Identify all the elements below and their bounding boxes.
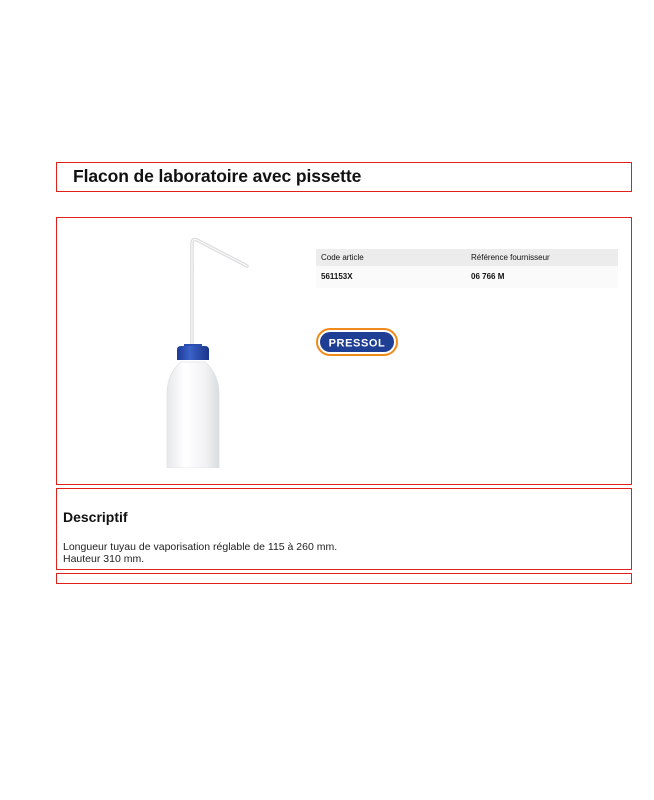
product-image xyxy=(159,234,269,468)
title-frame xyxy=(56,162,632,192)
page-title: Flacon de laboratoire avec pissette xyxy=(73,166,362,186)
article-table xyxy=(316,249,618,288)
description-line: Longueur tuyau de vaporisation réglable de 115 à 260 mm. xyxy=(63,541,338,553)
pressol-logo xyxy=(316,328,398,356)
table-row xyxy=(316,266,618,288)
description-frame xyxy=(56,488,632,570)
product-frame xyxy=(56,217,632,485)
svg-text:PRESSOL: PRESSOL xyxy=(328,337,386,350)
cell-reference-fournisseur: 06 766 M xyxy=(471,272,505,281)
cell-code-article: 561153X xyxy=(321,272,353,281)
header-reference-fournisseur: Référence fournisseur xyxy=(471,253,550,262)
header-code-article: Code article xyxy=(321,253,364,262)
description-heading: Descriptif xyxy=(63,509,128,525)
table-header-row xyxy=(316,249,618,266)
description-line: Hauteur 310 mm. xyxy=(63,553,145,565)
description-text xyxy=(63,541,337,565)
footer-frame xyxy=(56,573,632,584)
